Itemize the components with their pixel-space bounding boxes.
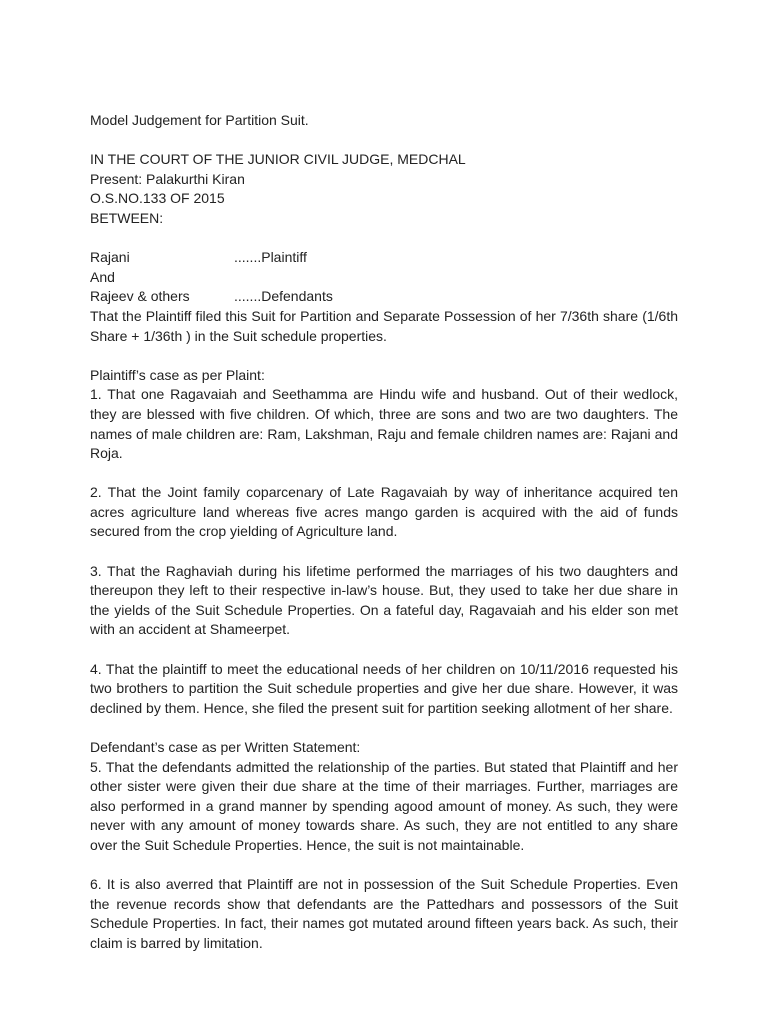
plaintiff-row <box>90 248 678 268</box>
defendant-case-heading: Defendant’s case as per Written Statement: <box>90 739 361 755</box>
plaintiff-name: Rajani <box>90 249 130 266</box>
case-number: O.S.NO.133 OF 2015 <box>90 190 225 207</box>
defendants-row <box>90 287 678 307</box>
paragraph-6: 6. It is also averred that Plaintiff are not in possession of the Suit Schedule Properties. Even the revenue records show that defendants are the Pattedhars and possessors of the Suit Schedule Properties. In fact, their names got mutated around fifteen years back. As such, their claim is barred by limitation. <box>90 876 678 951</box>
plaintiff-role: .......Plaintiff <box>234 249 307 266</box>
paragraph-2: 2. That the Joint family coparcenary of Late Ragavaiah by way of inheritance acquired ten acres agriculture land whereas five acres mango garden is acquired with the aid of funds secured from the crop yielding of Agriculture land. <box>90 484 678 540</box>
presiding-judge: Present: Palakurthi Kiran <box>90 170 245 187</box>
document-body <box>90 111 678 954</box>
paragraph-4: 4. That the plaintiff to meet the educational needs of her children on 10/11/2016 requested his two brothers to partition the Suit schedule properties and give her due share. However, it was declined by them. Hence, she filed the present suit for partition seeking allotment of her share. <box>90 660 678 716</box>
paragraph-5: 5. That the defendants admitted the relationship of the parties. But stated that Plaintiff and her other sister were given their due share at the time of their marriages. Further, marriages are also performed in a grand manner by spending agood amount of money. As such, they were never with any amount of money towards share. As such, they are not entitled to any share over the Suit Schedule Properties. Hence, the suit is not maintainable. <box>90 758 678 853</box>
between-label: BETWEEN: <box>90 209 164 226</box>
and-label: And <box>90 268 115 285</box>
paragraph-3: 3. That the Raghaviah during his lifetime performed the marriages of his two daughters and thereupon they left to their respective in-law’s house. But, they used to take her due share in the yields of the Suit Schedule Properties. On a fateful day, Ragavaiah and his elder son met with an accident at Shameerpet. <box>90 562 678 638</box>
intro-paragraph: That the Plaintiff filed this Suit for Partition and Separate Possession of her 7/36th share (1/6th Share + 1/36th ) in the Suit schedule properties. <box>90 307 678 344</box>
defendants-name: Rajeev & others <box>90 288 190 305</box>
plaintiff-case-heading: Plaintiff’s case as per Plaint: <box>90 366 265 383</box>
court-name: IN THE COURT OF THE JUNIOR CIVIL JUDGE, MEDCHAL <box>90 151 466 168</box>
defendants-role: .......Defendants <box>234 288 333 305</box>
paragraph-1: 1. That one Ragavaiah and Seethamma are Hindu wife and husband. Out of their wedlock, they are blessed with five children. Of which, three are sons and two are two daughters. The names of male children are: Ram, Lakshman, Raju and female children names are: Rajani and Roja. <box>90 386 678 462</box>
document-title: Model Judgement for Partition Suit. <box>90 112 309 128</box>
